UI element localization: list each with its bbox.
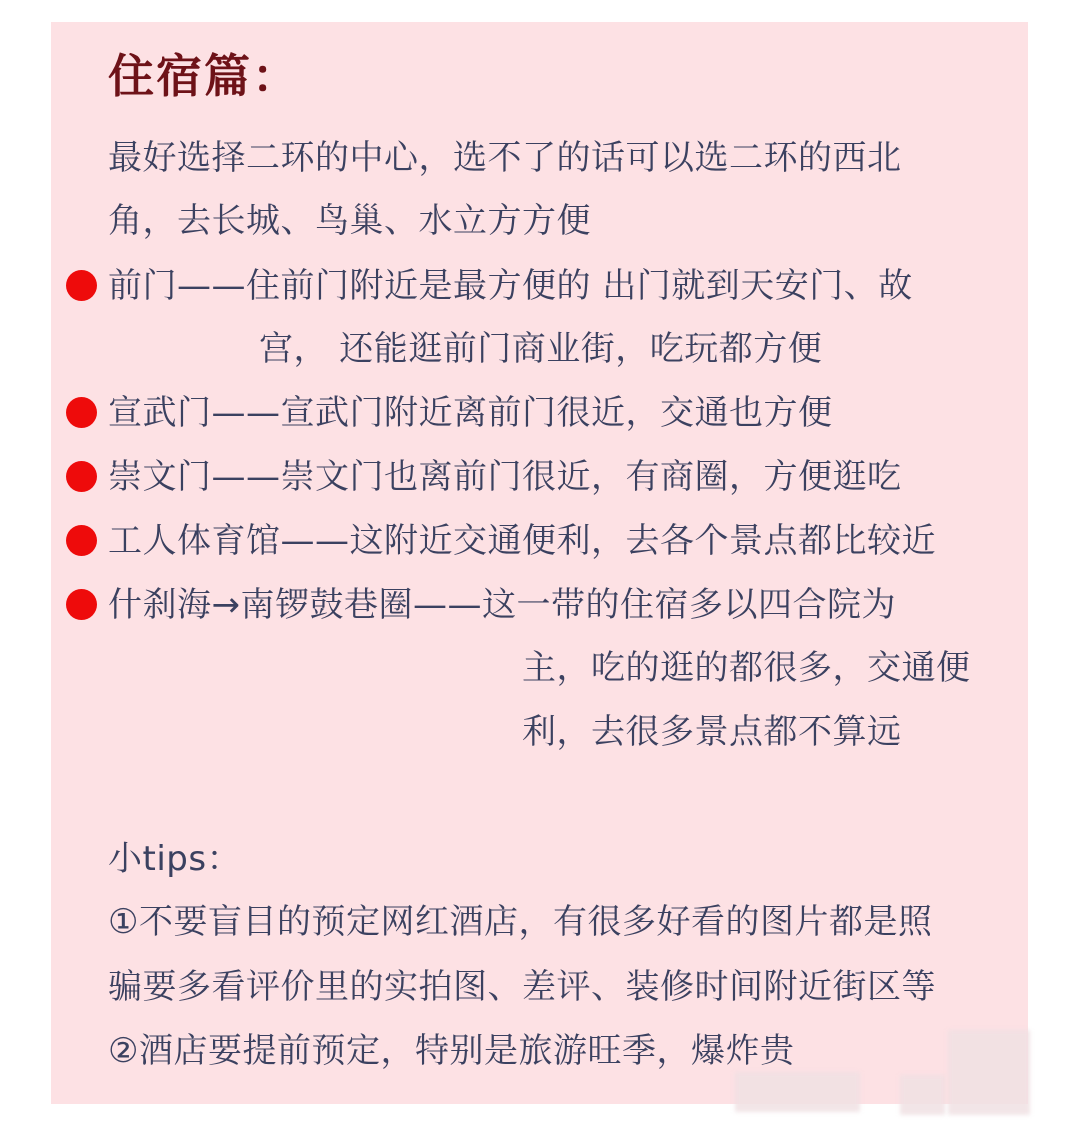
intro-line-2: 角，去长城、鸟巢、水立方方便 [108, 201, 591, 241]
bullet-dot-icon [66, 461, 97, 492]
blur-artifact [900, 1075, 945, 1115]
area-xuanwumen: 宣武门——宣武门附近离前门很近，交通也方便 [108, 393, 833, 433]
bullet-dot-icon [66, 397, 97, 428]
area-workers-stadium: 工人体育馆——这附近交通便利，去各个景点都比较近 [108, 521, 936, 561]
tips-heading: 小tips： [108, 839, 242, 879]
area-qianmen-line-1: 前门——住前门附近是最方便的 出门就到天安门、故 [108, 266, 913, 306]
bullet-dot-icon [66, 270, 97, 301]
area-shichahai-line-1: 什刹海→南锣鼓巷圈——这一带的住宿多以四合院为 [108, 585, 896, 625]
tips-line-1: ①不要盲目的预定网红酒店，有很多好看的图片都是照 [108, 902, 933, 942]
page-title: 住宿篇： [108, 49, 300, 103]
intro-line-1: 最好选择二环的中心，选不了的话可以选二环的西北 [108, 138, 902, 178]
tips-line-3: ②酒店要提前预定，特别是旅游旺季，爆炸贵 [108, 1031, 795, 1071]
blur-artifact [735, 1072, 860, 1112]
blur-artifact [948, 1030, 1030, 1115]
area-qianmen-line-2: 宫， 还能逛前门商业街，吃玩都方便 [259, 329, 823, 369]
area-chongwenmen: 崇文门——崇文门也离前门很近，有商圈，方便逛吃 [108, 457, 902, 497]
area-shichahai-line-3: 利，去很多景点都不算远 [522, 712, 902, 752]
area-shichahai-line-2: 主，吃的逛的都很多，交通便 [522, 648, 971, 688]
bullet-dot-icon [66, 589, 97, 620]
bullet-dot-icon [66, 525, 97, 556]
tips-line-2: 骗要多看评价里的实拍图、差评、装修时间附近街区等 [108, 967, 936, 1007]
